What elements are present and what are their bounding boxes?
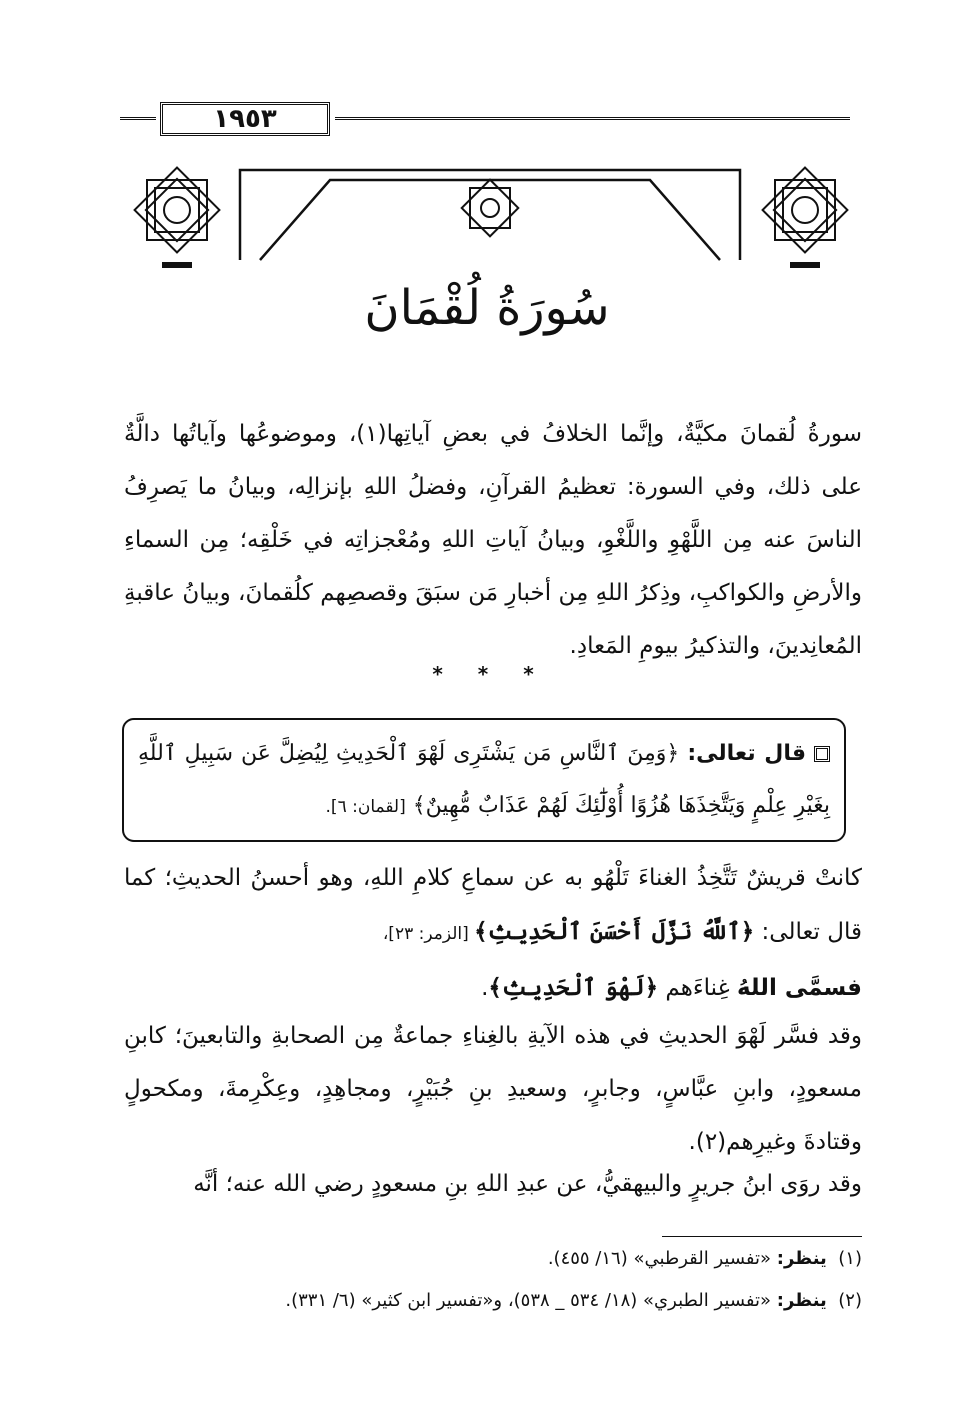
verse-lead: قال تعالى:: [687, 741, 806, 766]
footnote-2-num: (٢): [838, 1290, 862, 1311]
surah-title: سُورَةُ لُقْمَانَ: [364, 280, 610, 336]
footnote-2-text: «تفسير الطبري» (١٨/ ٥٣٤ _ ٥٣٨)، و«تفسير ابن كثير» (٦/ ٣٣١).: [285, 1290, 772, 1311]
left-star-icon: [135, 168, 220, 253]
right-star-icon: [763, 168, 848, 253]
para2-end: .: [481, 975, 489, 1001]
center-star-icon: [462, 180, 519, 237]
header-ornament: [130, 160, 850, 275]
right-rule: [335, 117, 850, 120]
para2-text-b: فسمَّى اللهُ: [736, 975, 862, 1001]
para2-verse-b: ﴿لَهْوَ ٱلْحَدِيثِ﴾: [488, 974, 659, 1001]
footnote-1: [124, 1248, 862, 1269]
footnote-2: [124, 1290, 862, 1311]
paragraph-narration: وقد روَى ابنُ جريرٍ والبيهقيُّ، عن عبدِ اللهِ بنِ مسعودٍ رضي الله عنه؛ أنَّه: [193, 1171, 862, 1197]
footnote-1-text: «تفسير القرطبي» (١٦/ ٤٥٥).: [547, 1248, 772, 1269]
left-rule: [120, 117, 156, 120]
footnote-rule: [662, 1236, 862, 1237]
para2-ref-a: [الزمر: ٢٣]،: [382, 924, 475, 944]
footnote-2-label: ينظر:: [776, 1290, 827, 1311]
verse-reference: [لقمان: ٦].: [325, 797, 406, 817]
section-separator: * * *: [432, 662, 548, 686]
paragraph-quraysh: [124, 852, 862, 1015]
ornament-square-icon: [814, 746, 830, 762]
footnote-1-num: (١): [838, 1248, 862, 1269]
paragraph-tafsir: وقد فسَّر لَهْوَ الحديثِ في هذه الآيةِ بالغِناءِ جماعةٌ مِن الصحابةِ والتابعينَ؛ كابنِ مسعودٍ، وابنِ عبَّاسٍ، وجابرٍ، وسعيدِ بنِ جُبَيْرٍ، ومجاهِدٍ، وعِكْرِمةَ، ومكحولٍ وقتادةَ وغيرِهم(٢).: [124, 1023, 862, 1155]
para2-text-a: كانتْ قريشٌ تَتَّخِذُ الغناءَ تَلْهُو به عن سماعِ كلامِ اللهِ، وهو أحسنُ الحديثِ؛ كما قال تعالى:: [124, 865, 862, 945]
para2-verse-a: ﴿ٱللَّهُ نَزَّلَ أَحْسَنَ ٱلْحَدِيثِ﴾: [474, 918, 755, 945]
footnote-1-label: ينظر:: [776, 1248, 827, 1269]
para2-text-c: غِناءَهم: [658, 975, 737, 1001]
page-number-bar: [120, 100, 850, 140]
verse-box: [122, 718, 846, 842]
quran-verse: ﴿وَمِنَ ٱلنَّاسِ مَن يَشْتَرِى لَهْوَ ٱلْحَدِيثِ لِيُضِلَّ عَن سَبِيلِ ٱللَّهِ بِغَيْرِ عِلْمٍ وَيَتَّخِذَهَا هُزُوًا أُوْلَٰٓئِكَ لَهُمْ عَذَابٌ مُّهِينٌ﴾: [138, 741, 830, 818]
page-number: ١٩٥٣: [160, 102, 330, 136]
intro-paragraph: سورةُ لُقمانَ مكيَّةٌ، وإنَّما الخلافُ في بعضِ آياتِها(١)، وموضوعُها وآياتُها دالَّةٌ على ذلك، وفي السورة: تعظيمُ القرآنِ، وفضلُ اللهِ بإنزالِه، وبيانُ ما يَصرِفُ الناسَ عنه مِن اللَّهْوِ واللَّغْوِ، وبيانُ آياتِ اللهِ ومُعْجزاتِه في خَلْقِه؛ مِن السماءِ والأرضِ والكواكبِ، وذِكرُ اللهِ مِن أخبارِ مَن سبَقَ وقصصِهم كلُقمانَ، وبيانُ عاقبةِ المُعانِدينَ، والتذكيرُ بيومِ المَعادِ.: [124, 421, 862, 659]
